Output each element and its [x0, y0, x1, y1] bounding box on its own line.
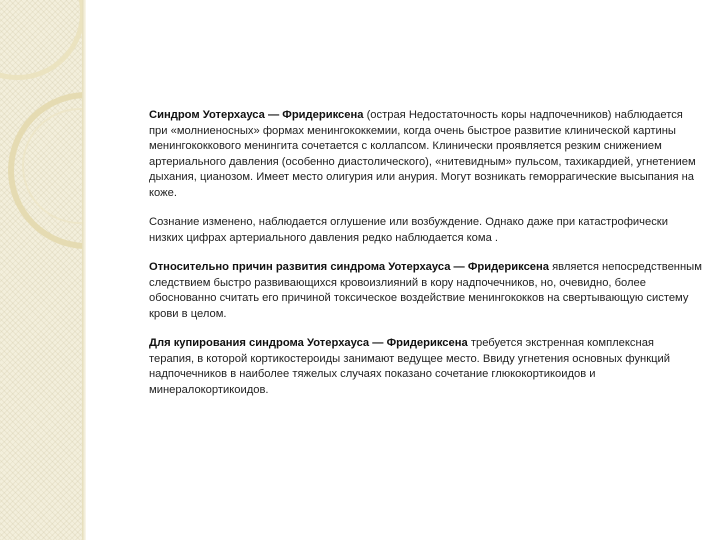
- paragraph-3-text: является непосредственным следствием быстро развивающихся кровоизлияний в кору надпочечников, но, очевидно, более обоснованно считать его причиной токсическое воздействие менингококков на свертывающую систему крови в целом.: [149, 261, 702, 320]
- paragraph-1: [149, 108, 702, 201]
- paragraph-3: [149, 260, 702, 322]
- paragraph-3-bold: Относительно причин развития синдрома Уотерхауса — Фридериксена: [149, 261, 549, 273]
- paragraph-4-bold: Для купирования синдрома Уотерхауса — Фридериксена: [149, 337, 468, 349]
- paragraph-2: [149, 215, 702, 246]
- paragraph-4-text: требуется экстренная комплексная терапия, в которой кортикостероиды занимают ведущее место. Ввиду угнетения основных функций надпочечников в наиболее тяжелых случаях показано сочетание глюкокортикоидов и минералокортикоидов.: [149, 337, 671, 396]
- paragraph-4: [149, 336, 702, 398]
- sidebar-edge: [82, 0, 86, 540]
- decorative-sidebar: [0, 0, 82, 540]
- paragraph-2-text: Сознание изменено, наблюдается оглушение или возбуждение. Однако даже при катастрофически низких цифрах артериального давления редко наблюдается кома .: [149, 216, 668, 244]
- paragraph-1-bold: Синдром Уотерхауса — Фридериксена: [149, 109, 364, 121]
- decorative-circle: [0, 0, 82, 80]
- slide-content: [128, 108, 702, 412]
- paragraph-1-text: (острая Недостаточность коры надпочечников) наблюдается при «молниеносных» формах менингококкемии, когда очень быстрое развитие клинической картины менингококкового менингита сочетается с коллапсом. Клинически проявляется резким снижением артериального давления (особенно диастолического), «нитевидным» пульсом, тахикардией, угнетением дыхания, цианозом. Имеет место олигурия или анурия. Могут возникать геморрагические высыпания на коже.: [149, 109, 696, 199]
